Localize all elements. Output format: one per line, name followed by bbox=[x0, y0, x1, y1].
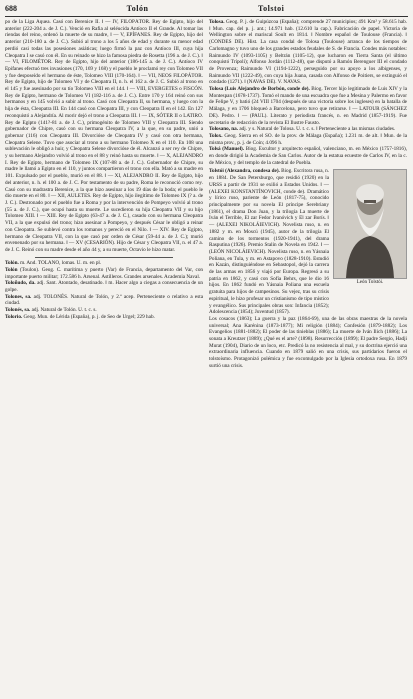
page-header bbox=[5, 4, 408, 17]
entry-text: adj. Natural de Tolón. U. t. c. s. bbox=[31, 307, 97, 314]
headword: Tolosa (Luis Alejandro de Borbón, conde de). bbox=[209, 86, 310, 93]
entry-tolsa bbox=[209, 146, 407, 166]
entry-tolon-2 bbox=[5, 267, 203, 280]
entry-tolosa bbox=[209, 19, 407, 86]
entry-text: Biog. Tercer hijo legitimado de Luis XIV y la Montespan (1678-1737). Tomó el mando de una escuadra que fue a Mesina y Palermo en favor de Felipe V, y batió (24 VIII 1704 (después de una victoria sobre los ingleses) en la batalla de Málaga, y en 1706 bloqueó a Barcelona, pero tuvo que retirarse. ‖ — LATOUR (SÁNCHEZ DE). Pedro. ‖ — (PAUL). Literato y periodista francés, n. en Madrid (1857-1919). Fue secretario de redacción de la revista El Ilustre Fausto. bbox=[209, 86, 407, 126]
entry-tolorio bbox=[5, 314, 203, 321]
entry-text: Geog. Mun. de Lérida (España), p. j. de Seo de Urgel; 229 hab. bbox=[23, 313, 155, 320]
entry-tolosa-conde bbox=[209, 86, 407, 126]
entry-tolstoi bbox=[209, 168, 329, 315]
headword: Tolox. bbox=[209, 132, 223, 139]
column-divider bbox=[35, 257, 173, 258]
entry-text: (Toulon). Geog. C. marítima y puerto (Var) de Francia, departamento del Var, con importante puerto militar; 172.586 h. Arsenal. Astilleros. Grandes arsenales. Academia Naval. bbox=[5, 266, 203, 280]
headword: Tolón bbox=[5, 266, 18, 273]
left-column bbox=[5, 19, 203, 699]
headword: Toloñudo, da. bbox=[5, 280, 36, 287]
headword: Tolón. bbox=[5, 260, 19, 267]
headword: Tolstói (Alexandra, condesa de). bbox=[209, 168, 280, 175]
tolstoi-portrait-image bbox=[333, 169, 407, 279]
headword: Tolsá (Manuel). bbox=[209, 146, 245, 153]
entry-tolones-2 bbox=[5, 307, 203, 314]
right-column bbox=[209, 19, 407, 699]
entry-tolon-1 bbox=[5, 260, 203, 267]
entry-text: adj. Sant. Atontado, desatinado. ‖ m. Hacer algo a ciegas a consecuencia de un golpe. bbox=[5, 280, 203, 294]
entry-tolox bbox=[209, 133, 407, 146]
entry-text: adj. TOLONÉS. Natural de Tolón, y 2.ª acep. Perteneciente o relativo a esta ciudad. bbox=[5, 293, 203, 307]
headword: Tolosa. bbox=[209, 19, 225, 25]
entry-tolomeo-continuation: po de la Liga Aquea. Casó con Berenice II. ‖ — IV, FILOPÁTOR. Rey de Egipto, hijo del anterior (222-204 a. de J. C.). Venció en Rafia al seléucida Antíoco II el Grande. Al tomar las riendas del reino, ordenó la muerte de su madre, ‖ — V, EPÍFANES. Rey de Egipto, hijo del anterior (210-180 a. de J. C.). Subió al trono a los 5 años de edad y durante su menor edad perdió casi todas las posesiones asiáticas; luego firmó la paz con Antíoco III, cuya hija Cleopatra I se casó con él. En su reinado se hizo la famosa piedra de Rosetta (196 a. de J. C.). ‖ — VI, FILOMÉTOR. Rey de Egipto, hijo del anterior (186-145 a. de J. C.). Antíoco IV Epífanes efectuó tres invasiones (170, 169 y 168) y el pueblo le proclamó rey con Tolomeo VII y fue desposeído el hermano de éste, Tolomeo VIII (170-164). ‖ — VII, NEOS FILOPÁTOR. Rey de Egipto, hijo de Tolomeo VI y de Cleopatra II, n. h. el 162 a. de J. C. Subió al trono en el 145 y fue asesinado por su tío Tolomeo VIII en el 144. ‖ — VIII, EVERGETES o FISCÓN. Rey de Egipto, hermano de Tolomeo VI (182-116 a. de J. C.). Entre 170 y 164 reinó con sus hermanos y en 145 volvió a subir al trono. Casó con Cleopatra II, su hermana, y luego con la hija de ésta, Cleopatra III. En 144 casó con Cleopatra III, y con Cleopatra II en el 142. En 127 reconquistó a Alejandría. Al morir dejó el trono a Cleopatra III. ‖ — IX, SÓTER II o LATIRO. Rey de Egipto (141?-81 a. de J. C.), primogénito de Tolomeo VIII y Cleopatra III. Siendo gobernador de Chipre, casó con su hermana Cleopatra IV, a la que, en su padre, unió a gobernar (116) con Cleopatra III. Divorcióse de Cleopatra IV y casó con otra hermana, Cleopatra Selene. Tuvo que asociar al trono a su hermano Tolomeo X en el 110. En 108 una sublevación le obligó a huir, y Cleopatra Selene divorcióse de él. Alcanzó a ser rey de Chipre, y su hermano Alejandro volvió al trono en el 88 y reinó hasta su muerte. ‖ — X, ALEJANDRO I. Rey de Egipto, hermano de Tolomeo IX (107-88 a. de J. C.). Gobernador de Chipre, su madre le llamó a Egipto en el 110, y juntos compartieron el trono con ella. Mató a su madre en 101. Expulsado por el pueblo, murió en el 88. ‖ — XI, ALEJANDRO II. Rey de Egipto, hijo del anterior, n. h. el 100 a. de J. C. Por testamento de su padre, Roma le reconoció como rey. Casó con su madrastra Berenice, a la que hizo asesinar a los 19 días de la boda; el pueblo le dio muerte en el 80. ‖ — XII, AULETES. Rey de Egipto, hijo ilegítimo de Tolomeo IX (? a. de J. C.). Destronado por el pueblo fue a Roma y por la intervención de Pompeyo volvió al trono (55 a. de J. C.), que ocupó hasta su muerte. Le sucedieron su hija Cleopatra VII y su hijo Tolomeo XIII. ‖ — XIII. Rey de Egipto (63-47 a. de J. C.), casado con su hermana Cleopatra VII, a la que expulsó del trono; hizo asesinar a Pompeyo, y después César le obligó a reinar con Cleopatra. Se sublevó contra los romanos y pereció en el Nilo. ‖ — XIV. Rey de Egipto, hermano de Cleopatra VII, con la que casó por orden de César (59-44 a. de J. C.); murió envenenado por su hermana. ‖ — XV (CESARIÓN). Hijo de César y Cleopatra VII, n. el 47 a. de J. C. Reinó con su madre desde el año 44 y, a su muerte, Octavio le hizo matar. bbox=[5, 19, 203, 253]
entry-tolosano bbox=[209, 126, 407, 133]
page-number: 688 bbox=[5, 4, 17, 13]
entry-text: Geog. P. j. de Guipúzcoa (España); comprende 27 municipios; 491 Km² y 58.615 hab. ‖ Mun. cap. del p. j. ant.; 14.971 hab. (12.610 la cap.). Fabricación de papel. Victoria de Wellington sobre el mariscal Soult en 1814. ‖ Nombre español de Toulouse (Francia). ‖ (CONDES DE). Hist. La casa condal de Tolosa (Toulouse) arranca de los tiempos de Carlomagno y tuvo uno de los grandes estados feudales de S. de Francia. Condes más notables: Raimundo IV (1093-1105) y Beltrán (1105-12), que lucharon en Tierra Santa (el último conquistó Trípoli); Alfonso Jordán (1112-48), que disputó a Ramón Berenguer III el condado de Provenza; Raimundo VI (1194-1222), perseguido por su apoyo a los albigenses, y Raimundo VII (1222-49), con cuya hija Juana, casada con Alfonso de Poitiers, se extinguió el condado (1271). ‖ (NAVAS DE). V. NAVAS. bbox=[209, 19, 407, 86]
portrait-caption: León Tolstói. bbox=[356, 280, 384, 286]
entry-text: adj. y s. Natural de Tolosa. U. t. c. s. ‖ Perteneciente a las mismas ciudades. bbox=[239, 126, 396, 133]
entry-tolones bbox=[5, 294, 203, 307]
entry-tolonudo bbox=[5, 280, 203, 293]
running-head-left: Tolón bbox=[126, 4, 149, 13]
entry-text: m. And. TOLANO, lomas. U. m. en pl. bbox=[20, 260, 102, 267]
tolstoi-entry-with-portrait bbox=[209, 168, 407, 315]
headword: Tolorio. bbox=[5, 313, 23, 320]
entry-text: Biog. Escritora rusa, n. en 1884. De San Petersburgo, que residió (1920) en la URSS a partir de 1931 se exilió a Estados Unidos. ‖ — (ALEXEI KONSTANTÍNOVICH, conde de). Dramático y lírico ruso, pariente de León (1817-75), conocido principalmente por su novela El príncipe Serebriany (1861), el drama Don Juan, y la trilogía La muerte de Iván el Terrible, El zar Fedor Ivanóvich y El zar Borís. ‖ — (ALEXEI NIKOLÁIEVICH). Novelista ruso, n. en 1882 y m. en Moscú (1945), autor de la trilogía El camino de los tormentos (1920-1941), del drama Rasputina (1926). Premio Stalin de Novela en 1942. ‖ — (LEÓN NICOLÁIEVICH). Novelista ruso, n. en Yásnaia Poliana, en Tula, y m. en Astapovo (1828-1910). Estudió en Kazán, distinguiéndose en Sebastopol, dejó la carrera de las armas en 1856 y viajó por Europa. Regresó a su patria en 1862, y casó con Sofía Behrs, que le dio 16 hijos. En 1862 fundó en Yásnaia Poliana una escuela gratuita para hijos de campesinos. Su vejez, tras su crisis espiritual, le hizo profesar un cristianismo de tipo místico y evangélico. Sus principales obras son: Infancia (1852); Adolescencia (1854); Juventud (1857). bbox=[209, 168, 329, 316]
portrait-figure bbox=[333, 168, 407, 315]
entry-text: Geog. Sierra en el SO. de la prov. de Málaga (España); 1.231 m. de alt. ‖ Mun. de la misma prov., p. j. de Coín; 4.096 h. bbox=[209, 132, 407, 146]
running-head-right: Tolstoi bbox=[258, 4, 285, 13]
entry-text: Biog. Escultor y arquitecto español, valenciano, m. en México (1757-1816), en donde dirigió la Academia de San Carlos. Autor de la estatua ecuestre de Carlos IV, en la c. de México, y del templo de la catedral de Puebla. bbox=[209, 146, 407, 166]
headword: Tolonés, sa. bbox=[5, 307, 31, 314]
headword: Tolosano, na. bbox=[209, 126, 239, 133]
entry-tolstoi-continued: Los cosacos (1863); La guerra y la paz (1864-69), una de las obras maestras de la novela universal; Ana Karénina (1873-1877); Mi religión (1884); Confesión (1879-1882); Los Evangelios (1881-1882); El poder de las tinieblas (1886); La muerte de Iván Ilich (1886); La sonata a Kreutzer (1889); ¿Qué es el arte? (1898). Resurrección (1899); El padre Sergio, Hadji Murat (1904), Diario de un loco, etc. Predicó la no resistencia al mal, y su doctrina ejerció una extraordinaria influencia. Cuando en 1879 salió en una crisis, sus partidarios fueron el tolstoísmo. Protagonizó polémica y fue excomulgado por la Iglesia ortodoxa rusa. En 1879 surtió una crisis. bbox=[209, 315, 407, 369]
headword: Tolones, sa. bbox=[5, 293, 32, 300]
portrait-illustration-icon bbox=[334, 170, 406, 278]
